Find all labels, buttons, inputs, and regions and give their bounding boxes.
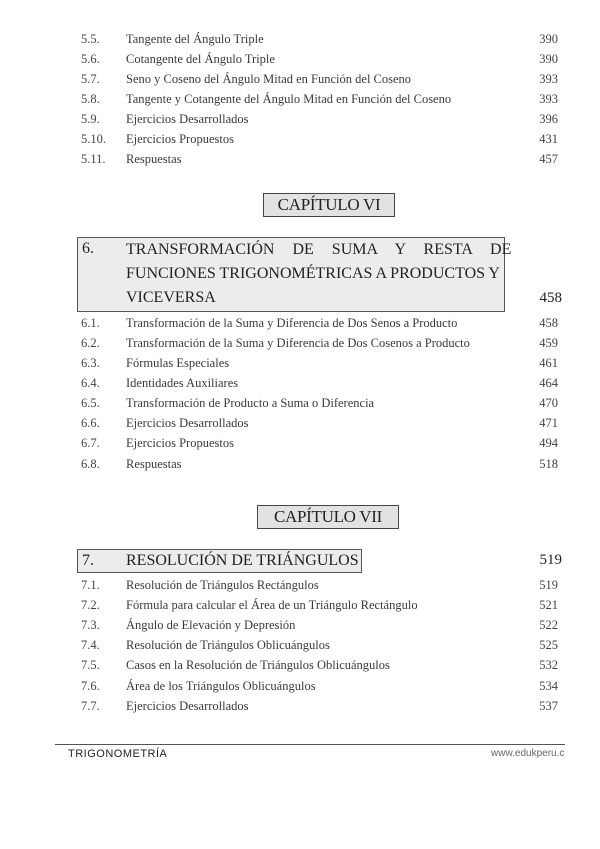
entry-number: 6.7. <box>81 436 100 450</box>
toc-entry <box>0 575 600 595</box>
footer-book-title: TRIGONOMETRÍA <box>68 748 168 760</box>
toc-entry <box>0 109 600 129</box>
toc-entry <box>0 433 600 453</box>
toc-entry <box>0 149 600 169</box>
entry-page: 534 <box>539 679 558 693</box>
section-title-line: VICEVERSA <box>126 289 216 306</box>
entry-number: 6.2. <box>81 336 100 350</box>
entry-number: 7.7. <box>81 699 100 713</box>
entry-number: 7.1. <box>81 578 100 592</box>
entry-title: Casos en la Resolución de Triángulos Oblicuángulos <box>126 658 390 672</box>
entry-page: 471 <box>539 416 558 430</box>
entry-title: Respuestas <box>126 457 182 471</box>
chapter-heading <box>257 505 399 529</box>
entry-title: Transformación de la Suma y Diferencia de Dos Cosenos a Producto <box>126 336 470 350</box>
entry-title: Resolución de Triángulos Rectángulos <box>126 578 319 592</box>
entry-title: Tangente y Cotangente del Ángulo Mitad en Función del Coseno <box>126 92 452 106</box>
entry-number: 5.6. <box>81 52 100 66</box>
entry-title: Identidades Auxiliares <box>126 376 239 390</box>
chapter-heading-text: CAPÍTULO VII <box>274 507 382 526</box>
entry-number: 6.4. <box>81 376 100 390</box>
entry-number: 5.9. <box>81 112 100 126</box>
entry-title: Respuestas <box>126 152 182 166</box>
entry-page: 393 <box>539 92 558 106</box>
footer-website: www.edukperu.c <box>491 748 565 759</box>
chapter-heading-text: CAPÍTULO VI <box>277 195 381 214</box>
toc-entry <box>0 655 600 675</box>
entry-number: 7.3. <box>81 618 100 632</box>
entry-number: 6.1. <box>81 316 100 330</box>
toc-entry <box>0 454 600 474</box>
entry-number: 6.5. <box>81 396 100 410</box>
toc-entry <box>0 29 600 49</box>
section-number: 7. <box>82 552 94 569</box>
entry-page: 393 <box>539 72 558 86</box>
entry-number: 6.6. <box>81 416 100 430</box>
footer-divider <box>55 744 565 745</box>
toc-entry <box>0 313 600 333</box>
section-number: 6. <box>82 240 94 257</box>
entry-page: 458 <box>539 316 558 330</box>
entry-number: 7.5. <box>81 658 100 672</box>
toc-entry <box>0 129 600 149</box>
entry-title: Transformación de la Suma y Diferencia de Dos Senos a Producto <box>126 316 458 330</box>
toc-entry <box>0 635 600 655</box>
entry-number: 5.5. <box>81 32 100 46</box>
toc-entry <box>0 353 600 373</box>
chapter-heading <box>263 193 395 217</box>
entry-title: Cotangente del Ángulo Triple <box>126 52 275 66</box>
toc-entry <box>0 615 600 635</box>
section-title <box>126 238 511 310</box>
entry-page: 519 <box>539 578 558 592</box>
entry-page: 537 <box>539 699 558 713</box>
entry-page: 390 <box>539 32 558 46</box>
entry-title: Fórmula para calcular el Área de un Triángulo Rectángulo <box>126 598 418 612</box>
entry-number: 5.7. <box>81 72 100 86</box>
entry-number: 7.4. <box>81 638 100 652</box>
entry-title: Ejercicios Desarrollados <box>126 416 249 430</box>
entry-number: 6.8. <box>81 457 100 471</box>
entry-page: 470 <box>539 396 558 410</box>
entry-number: 5.8. <box>81 92 100 106</box>
toc-entry <box>0 696 600 716</box>
entry-title: Fórmulas Especiales <box>126 356 230 370</box>
entry-page: 521 <box>539 598 558 612</box>
entry-title: Tangente del Ángulo Triple <box>126 32 264 46</box>
toc-entry <box>0 333 600 353</box>
toc-entry <box>0 69 600 89</box>
entry-page: 464 <box>539 376 558 390</box>
entry-title: Ángulo de Elevación y Depresión <box>126 618 296 632</box>
entry-page: 525 <box>539 638 558 652</box>
entry-title: Ejercicios Desarrollados <box>126 112 249 126</box>
toc-entry <box>0 413 600 433</box>
entry-page: 390 <box>539 52 558 66</box>
entry-number: 7.2. <box>81 598 100 612</box>
section-title: RESOLUCIÓN DE TRIÁNGULOS <box>126 552 359 569</box>
entry-page: 396 <box>539 112 558 126</box>
entry-title: Área de los Triángulos Oblicuángulos <box>126 679 316 693</box>
entry-page: 532 <box>539 658 558 672</box>
toc-entry <box>0 676 600 696</box>
toc-entry <box>0 89 600 109</box>
entry-number: 6.3. <box>81 356 100 370</box>
toc-entry <box>0 595 600 615</box>
entry-page: 459 <box>539 336 558 350</box>
section-title-line: FUNCIONES TRIGONOMÉTRICAS A PRODUCTOS Y <box>126 265 500 282</box>
entry-number: 5.11. <box>81 152 106 166</box>
entry-page: 494 <box>539 436 558 450</box>
entry-title: Ejercicios Propuestos <box>126 436 234 450</box>
toc-entry <box>0 373 600 393</box>
entry-page: 518 <box>539 457 558 471</box>
entry-number: 5.10. <box>81 132 106 146</box>
entry-title: Resolución de Triángulos Oblicuángulos <box>126 638 330 652</box>
entry-title: Seno y Coseno del Ángulo Mitad en Función del Coseno <box>126 72 412 86</box>
section-title-line: TRANSFORMACIÓN DE SUMA Y RESTA DE <box>126 241 512 258</box>
entry-title: Ejercicios Desarrollados <box>126 699 249 713</box>
entry-page: 522 <box>539 618 558 632</box>
section-page: 458 <box>539 290 562 306</box>
entry-page: 431 <box>539 132 558 146</box>
entry-title: Ejercicios Propuestos <box>126 132 234 146</box>
entry-number: 7.6. <box>81 679 100 693</box>
toc-entry <box>0 49 600 69</box>
section-page: 519 <box>539 552 562 568</box>
entry-title: Transformación de Producto a Suma o Diferencia <box>126 396 375 410</box>
toc-entry <box>0 393 600 413</box>
entry-page: 461 <box>539 356 558 370</box>
entry-page: 457 <box>539 152 558 166</box>
